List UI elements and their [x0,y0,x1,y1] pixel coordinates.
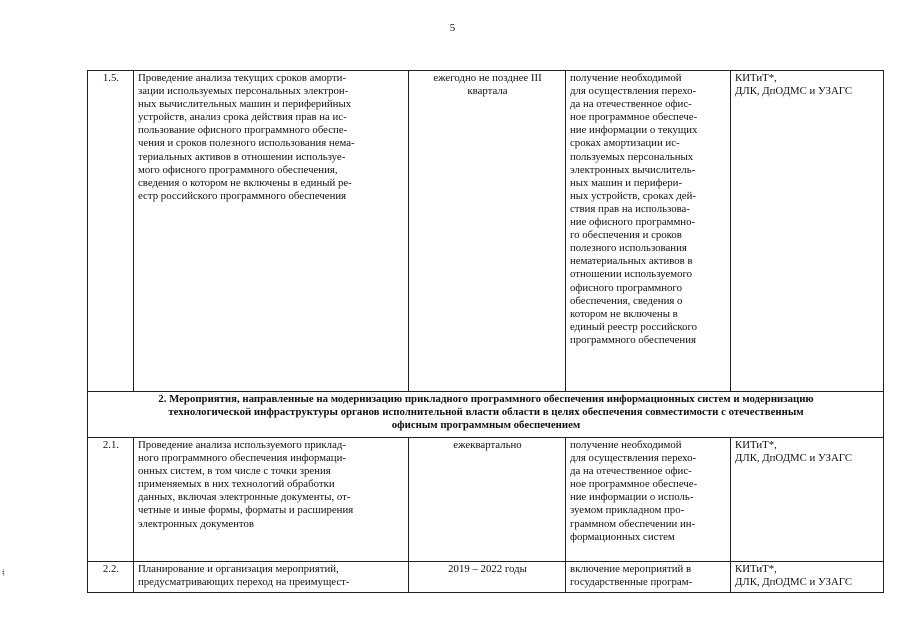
row-term: 2019 – 2022 годы [409,562,566,593]
section-title: 2. Мероприятия, направленные на модернизацию прикладного программного обеспечения информационных систем и модернизацию технологической инфраструктуры органов исполнительной власти области в целях обеспечения совместимости с отечественным офисным программным обеспечением [88,392,884,438]
row-result: получение необходимой для осуществления перехо- да на отечественное офис- ное программное обеспече- ние информации о исполь- зуемом прикладном про- граммном обеспечении ин- формационных систем [566,438,731,562]
row-responsible: КИТиТ*, ДЛК, ДпОДМС и УЗАГС [731,438,884,562]
row-number: 1.5. [88,71,134,392]
row-description: Планирование и организация мероприятий, предусматривающих переход на преимущест- [134,562,409,593]
table-row [88,71,884,392]
measures-table [87,70,884,593]
row-term: ежеквартально [409,438,566,562]
section-header-row [88,392,884,438]
row-result: включение мероприятий в государственные програм- [566,562,731,593]
table-row [88,438,884,562]
table-row [88,562,884,593]
margin-mark: ǂ [2,568,5,579]
row-number: 2.2. [88,562,134,593]
row-term: ежегодно не позднее III квартала [409,71,566,392]
row-responsible: КИТиТ*, ДЛК, ДпОДМС и УЗАГС [731,71,884,392]
row-responsible: КИТиТ*, ДЛК, ДпОДМС и УЗАГС [731,562,884,593]
page-number: 5 [449,22,456,34]
row-description: Проведение анализа текущих сроков аморти- зации используемых персональных электрон- ных вычислительных машин и периферийных устройств, анализ срока действия прав на ис- пользование офисного программного обеспе- чения и сроков полезного использования нема- териальных активов в отношении используе- мого офисного программного обеспечения, сведения о котором не включены в единый ре- естр российского программного обеспечения [134,71,409,392]
row-description: Проведение анализа используемого приклад- ного программного обеспечения информаци- онных систем, в том числе с точки зрения применяемых в них технологий обработки данных, включая электронные документы, от- четные и иные формы, форматы и расширения электронных документов [134,438,409,562]
row-number: 2.1. [88,438,134,562]
row-result: получение необходимой для осуществления перехо- да на отечественное офис- ное программное обеспече- ние информации о текущих сроках амортизации ис- пользуемых персональных электронных вычислитель- ных машин и перифери- ных устройств, сроках дей- ствия прав на использова- ние офисного программно- го обеспечения и сроков полезного использования нематериальных активов в отношении используемого офисного программного обеспечения, сведения о котором не включены в единый реестр российского программного обеспечения [566,71,731,392]
